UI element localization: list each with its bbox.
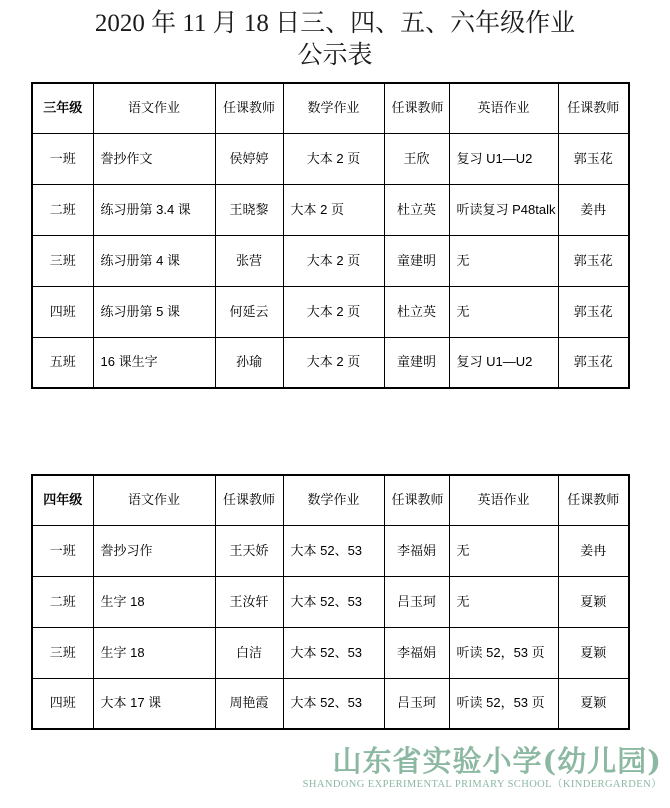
table-row [32,627,629,678]
cell: 听读复习 P48talk [449,184,558,235]
header-cell: 任课教师 [384,475,449,525]
cell: 三班 [32,235,93,286]
cell: 李福娟 [384,627,449,678]
cell: 白洁 [215,627,283,678]
cell: 大本 52、53 [283,576,384,627]
cell: 16 课生字 [93,337,215,388]
table-row [32,235,629,286]
header-cell: 任课教师 [558,83,629,133]
page-title [0,8,670,72]
cell: 郭玉花 [558,286,629,337]
cell: 童建明 [384,337,449,388]
cell: 周艳霞 [215,678,283,729]
cell: 听读 52，53 页 [449,678,558,729]
cell: 练习册第 5 课 [93,286,215,337]
cell: 大本 2 页 [283,133,384,184]
cell: 王欣 [384,133,449,184]
header-cell: 任课教师 [384,83,449,133]
cell: 吕玉珂 [384,678,449,729]
cell: 郭玉花 [558,133,629,184]
cell: 大本 2 页 [283,184,384,235]
header-cell: 英语作业 [449,475,558,525]
cell: 一班 [32,133,93,184]
cell: 一班 [32,525,93,576]
header-cell: 语文作业 [93,475,215,525]
cell: 姜冉 [558,525,629,576]
school-name-chinese: 山东省实验小学(幼儿园) [332,744,662,778]
header-cell: 任课教师 [558,475,629,525]
cell: 生字 18 [93,576,215,627]
table-row [32,286,629,337]
page-title-line2: 公示表 [297,42,373,69]
header-cell: 数学作业 [283,83,384,133]
table-row [32,576,629,627]
header-cell: 四年级 [32,475,93,525]
cell: 姜冉 [558,184,629,235]
cell: 复习 U1—U2 [449,337,558,388]
cell: 生字 18 [93,627,215,678]
cell: 大本 2 页 [283,286,384,337]
table-row [32,133,629,184]
cell: 复习 U1—U2 [449,133,558,184]
page-title-line1: 2020 年 11 月 18 日三、四、五、六年级作业 [94,10,576,37]
cell: 大本 2 页 [283,235,384,286]
header-row [32,83,629,133]
cell: 郭玉花 [558,337,629,388]
cell: 大本 2 页 [283,337,384,388]
table-row [32,525,629,576]
header-cell: 任课教师 [215,475,283,525]
cell: 二班 [32,576,93,627]
cell: 夏颖 [558,627,629,678]
grade3-homework-table [31,82,630,389]
header-row [32,475,629,525]
cell: 王晓黎 [215,184,283,235]
cell: 三班 [32,627,93,678]
cell: 大本 52、53 [283,678,384,729]
cell: 郭玉花 [558,235,629,286]
cell: 孙瑜 [215,337,283,388]
cell: 无 [449,235,558,286]
cell: 何延云 [215,286,283,337]
header-cell: 语文作业 [93,83,215,133]
cell: 听读 52，53 页 [449,627,558,678]
cell: 大本 52、53 [283,627,384,678]
cell: 大本 17 课 [93,678,215,729]
cell: 李福娟 [384,525,449,576]
cell: 侯婷婷 [215,133,283,184]
grade4-homework-table [31,474,630,730]
cell: 大本 52、53 [283,525,384,576]
cell: 夏颖 [558,678,629,729]
cell: 五班 [32,337,93,388]
header-cell: 英语作业 [449,83,558,133]
cell: 练习册第 4 课 [93,235,215,286]
cell: 张营 [215,235,283,286]
cell: 童建明 [384,235,449,286]
cell: 誊抄作文 [93,133,215,184]
cell: 练习册第 3.4 课 [93,184,215,235]
cell: 王汝轩 [215,576,283,627]
school-name-english: SHANDONG EXPERIMENTAL PRIMARY SCHOOL（KINDERGARDEN） [302,778,662,790]
cell: 誊抄习作 [93,525,215,576]
cell: 夏颖 [558,576,629,627]
school-logo [0,746,670,792]
cell: 二班 [32,184,93,235]
header-cell: 任课教师 [215,83,283,133]
cell: 四班 [32,678,93,729]
header-cell: 数学作业 [283,475,384,525]
cell: 无 [449,286,558,337]
cell: 杜立英 [384,184,449,235]
table-row [32,678,629,729]
cell: 吕玉珂 [384,576,449,627]
table-row [32,184,629,235]
cell: 四班 [32,286,93,337]
header-cell: 三年级 [32,83,93,133]
cell: 无 [449,525,558,576]
cell: 王天娇 [215,525,283,576]
cell: 无 [449,576,558,627]
cell: 杜立英 [384,286,449,337]
table-row [32,337,629,388]
